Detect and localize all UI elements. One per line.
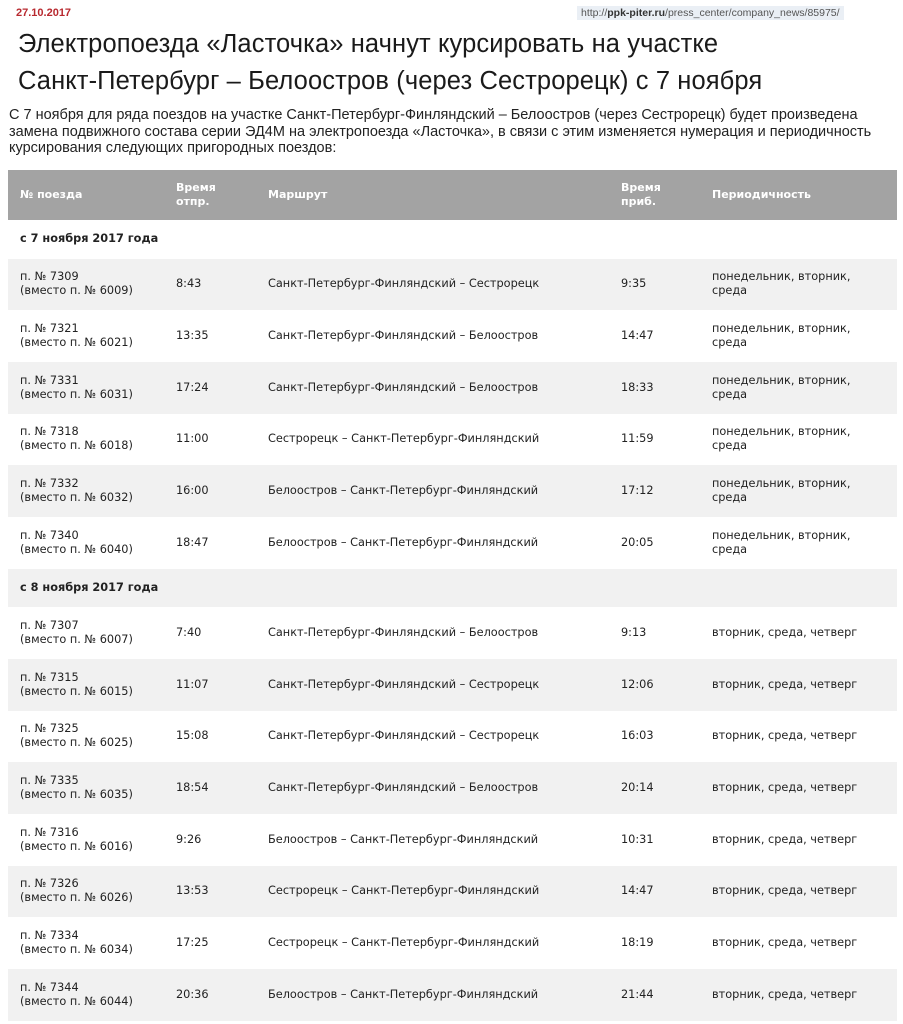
route: Санкт-Петербург-Финляндский – Белоостров [268,781,539,795]
arrival-time: 12:06 [621,677,654,691]
periodicity: вторник, среда, четверг [712,625,858,639]
arrival-time: 14:47 [621,329,654,343]
departure-time: 11:00 [176,432,209,446]
header-train: № поезда [20,188,83,201]
arrival-time: 20:05 [621,535,654,549]
departure-time: 17:25 [176,936,209,950]
route: Санкт-Петербург-Финляндский – Белоостров [268,380,539,394]
train-number: п. № 7340 (вместо п. № 6040) [20,528,133,556]
url-prefix: http:// [581,7,608,19]
arrival-time: 14:47 [621,884,654,898]
section-row [8,569,897,608]
train-number: п. № 7344 (вместо п. № 6044) [20,980,133,1008]
title-line-2: Санкт-Петербург – Белоостров (через Сестрорецк) с 7 ноября [18,67,763,95]
arrival-time: 9:13 [621,625,647,639]
train-number: п. № 7326 (вместо п. № 6026) [20,877,133,905]
table-row [8,659,897,711]
periodicity: понедельник, вторник, среда [712,425,851,453]
schedule-table [8,170,897,1021]
departure-time: 17:24 [176,380,209,394]
route: Сестрорецк – Санкт-Петербург-Финляндский [268,432,540,446]
periodicity: вторник, среда, четверг [712,781,858,795]
departure-time: 13:35 [176,329,209,343]
departure-time: 7:40 [176,625,202,639]
periodicity: вторник, среда, четверг [712,884,858,898]
table-row [8,969,897,1021]
periodicity: вторник, среда, четверг [712,936,858,950]
departure-time: 20:36 [176,987,209,1001]
route: Санкт-Петербург-Финляндский – Сестрорецк [268,729,540,743]
table-row [8,517,897,569]
periodicity: вторник, среда, четверг [712,729,858,743]
train-number: п. № 7309 (вместо п. № 6009) [20,270,133,298]
route: Белоостров – Санкт-Петербург-Финляндский [268,987,539,1001]
arrival-time: 20:14 [621,781,654,795]
route: Белоостров – Санкт-Петербург-Финляндский [268,535,539,549]
table-row [8,711,897,763]
route: Сестрорецк – Санкт-Петербург-Финляндский [268,884,540,898]
periodicity: понедельник, вторник, среда [712,477,851,505]
route: Санкт-Петербург-Финляндский – Сестрорецк [268,277,540,291]
departure-time: 18:47 [176,535,209,549]
train-number: п. № 7321 (вместо п. № 6021) [20,322,133,350]
train-number: п. № 7318 (вместо п. № 6018) [20,425,133,453]
arrival-time: 10:31 [621,832,654,846]
departure-time: 9:26 [176,832,202,846]
route: Белоостров – Санкт-Петербург-Финляндский [268,832,539,846]
train-number: п. № 7335 (вместо п. № 6035) [20,774,133,802]
table-row [8,414,897,466]
departure-time: 13:53 [176,884,209,898]
table-row [8,814,897,866]
train-number: п. № 7307 (вместо п. № 6007) [20,618,133,646]
periodicity: вторник, среда, четверг [712,832,858,846]
source-url[interactable] [577,6,844,20]
arrival-time: 21:44 [621,987,654,1001]
arrival-time: 16:03 [621,729,654,743]
route: Санкт-Петербург-Финляндский – Белоостров [268,625,539,639]
table-row [8,465,897,517]
periodicity: понедельник, вторник, среда [712,322,851,350]
departure-time: 18:54 [176,781,209,795]
section-label: с 7 ноября 2017 года [20,232,159,246]
table-row [8,362,897,414]
train-number: п. № 7332 (вместо п. № 6032) [20,477,133,505]
train-number: п. № 7316 (вместо п. № 6016) [20,825,133,853]
publication-date: 27.10.2017 [16,7,72,19]
route: Белоостров – Санкт-Петербург-Финляндский [268,484,539,498]
header-route: Маршрут [268,188,328,201]
arrival-time: 9:35 [621,277,647,291]
table-row [8,607,897,659]
article-title [18,26,762,100]
departure-time: 11:07 [176,677,209,691]
train-number: п. № 7325 (вместо п. № 6025) [20,722,133,750]
arrival-time: 18:33 [621,380,654,394]
table-row [8,259,897,311]
departure-time: 15:08 [176,729,209,743]
table-row [8,917,897,969]
title-line-1: Электропоезда «Ласточка» начнут курсировать на участке [18,30,719,58]
header-periodicity: Периодичность [712,188,811,201]
url-path: /press_center/company_news/85975/ [665,7,840,19]
intro-paragraph: С 7 ноября для ряда поездов на участке Санкт-Петербург-Финляндский – Белоостров (через Сестрорецк) будет произведена замена подвижного состава серии ЭД4М на электропоезда «Ласточка», в связи с этим изменяется нумерация и периодичность курсирования следующих пригородных поездов: [9,107,872,156]
header-arrival: Время приб. [621,181,661,208]
departure-time: 8:43 [176,277,202,291]
periodicity: понедельник, вторник, среда [712,270,851,298]
url-domain: ppk-piter.ru [607,7,666,19]
departure-time: 16:00 [176,484,209,498]
periodicity: вторник, среда, четверг [712,677,858,691]
train-number: п. № 7334 (вместо п. № 6034) [20,929,133,957]
periodicity: понедельник, вторник, среда [712,528,851,556]
periodicity: понедельник, вторник, среда [712,373,851,401]
train-number: п. № 7315 (вместо п. № 6015) [20,670,133,698]
header-departure: Время отпр. [176,181,216,208]
train-number: п. № 7331 (вместо п. № 6031) [20,373,133,401]
section-label: с 8 ноября 2017 года [20,580,159,594]
table-row [8,866,897,918]
table-header-row [8,170,897,220]
table-row [8,310,897,362]
arrival-time: 11:59 [621,432,654,446]
arrival-time: 17:12 [621,484,654,498]
periodicity: вторник, среда, четверг [712,987,858,1001]
route: Санкт-Петербург-Финляндский – Сестрорецк [268,677,540,691]
arrival-time: 18:19 [621,936,654,950]
route: Санкт-Петербург-Финляндский – Белоостров [268,329,539,343]
route: Сестрорецк – Санкт-Петербург-Финляндский [268,936,540,950]
table-row [8,762,897,814]
section-row [8,220,897,259]
